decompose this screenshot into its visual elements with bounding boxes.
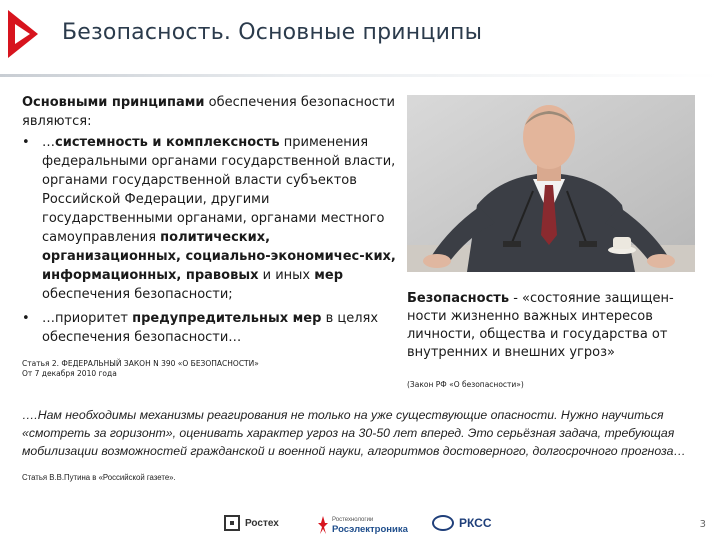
roselectronics-star-icon	[318, 516, 328, 534]
footer	[0, 505, 720, 540]
roselectronics-logo: Ростехнологии Росэлектроника	[318, 515, 408, 535]
bullet-icon: •	[22, 311, 30, 326]
header-divider	[0, 74, 720, 77]
bullet-icon: •	[22, 135, 30, 150]
rkss-orbit-icon	[432, 515, 454, 531]
quote-source: Статья В.В.Путина в «Российской газете».	[22, 473, 176, 482]
red-arrow-logo-icon	[6, 8, 40, 60]
list-item: • …приоритет предупредительных мер в целях обеспечения безопасности…	[22, 311, 379, 345]
intro-text: Основными принципами обеспечения безопасности являются:	[22, 95, 395, 129]
slide-header	[0, 0, 720, 72]
list-item: • …системность и комплексность применения федеральными органами государственной власти, органами государственной власти субъектов Российской Федерации, другими государственными органами, органами местного самоуправления политических, организационных, социально-экономичес-ких, информационных, правовых и иных мер обеспечения безопасности;	[22, 135, 396, 302]
principles-block	[22, 93, 397, 379]
page-title: Безопасность. Основные принципы	[62, 20, 483, 45]
rostec-square-icon	[224, 515, 240, 531]
quote-text: ….Нам необходимы механизмы реагирования не только на уже существующие опасности. Нужно научиться «смотреть за горизонт», оценивать характер угроз на 30-50 лет вперед. Это серьёзная задача, требующая мобилизации возможностей гражданской и военной науки, алгоритмов достоверного, долгосрочного прогноза…	[22, 408, 686, 458]
law-citation: Статья 2. ФЕДЕРАЛЬНЫЙ ЗАКОН N 390 «О БЕЗОПАСНОСТИ» От 7 декабря 2010 года	[22, 359, 259, 378]
speaker-photo	[407, 95, 695, 272]
security-definition	[407, 290, 707, 394]
definition-term: Безопасность	[407, 291, 510, 306]
definition-text: - «состояние защищен-ности жизненно важных интересов личности, общества и государства от внутренних и внешних угроз»	[407, 291, 674, 360]
principles-list	[22, 133, 397, 347]
rostec-logo: Ростех	[224, 515, 279, 531]
definition-source: (Закон РФ «О безопасности»)	[407, 380, 524, 389]
putin-quote	[22, 406, 698, 487]
rkss-logo: РКСС	[432, 515, 492, 531]
page-number: 3	[699, 519, 706, 530]
